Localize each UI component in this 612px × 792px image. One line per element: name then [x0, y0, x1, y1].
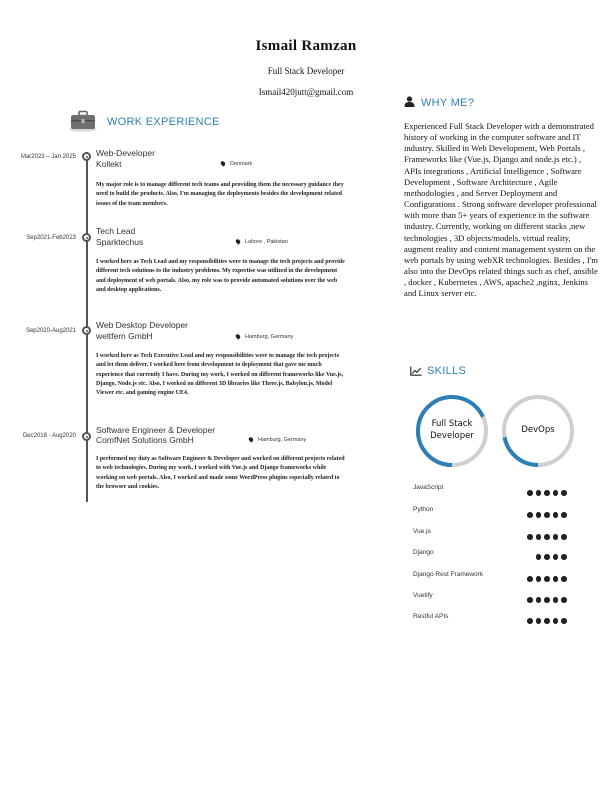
job-title: Web Desktop Developer: [96, 320, 188, 330]
briefcase-icon: [68, 110, 98, 132]
rating-dot: [536, 534, 542, 540]
skill-name: Django Rest Framework: [413, 571, 484, 578]
donut-label: DevOps: [521, 425, 555, 435]
rating-dot: [527, 554, 533, 560]
rating-dot: [544, 512, 550, 518]
rating-dot: [544, 618, 550, 624]
skill-name: Restful APIs: [413, 613, 449, 620]
rating-dot: [553, 512, 559, 518]
rating-dot: [553, 554, 559, 560]
why-me-heading: WHY ME?: [421, 97, 475, 109]
skill-rating: [527, 569, 577, 576]
rating-dot: [536, 597, 542, 603]
rating-dot: [536, 554, 542, 560]
skill-name: Vuetify: [413, 592, 433, 599]
skills-heading: SKILLS: [427, 365, 467, 377]
job-location: Denmark: [221, 161, 252, 167]
skill-name: JavaScript: [413, 484, 444, 491]
skill-rating: [527, 483, 577, 490]
rating-dot: [527, 576, 533, 582]
rating-dot: [561, 490, 567, 496]
rating-dot: [544, 554, 550, 560]
job-location: Lahore , Pakistan: [236, 239, 288, 245]
skill-name: Vue.js: [413, 528, 431, 535]
job-company: weltfern GmbH: [96, 331, 153, 341]
candidate-email[interactable]: Ismail420jutt@gmail.com: [258, 87, 354, 97]
rating-dot: [527, 534, 533, 540]
work-experience-heading: WORK EXPERIENCE: [107, 116, 220, 128]
rating-dot: [544, 597, 550, 603]
rating-dot: [536, 490, 542, 496]
rating-dot: [536, 576, 542, 582]
rating-dot: [553, 490, 559, 496]
rating-dot: [527, 618, 533, 624]
user-icon: [404, 96, 415, 107]
rating-dot: [527, 597, 533, 603]
rating-dot: [527, 512, 533, 518]
rating-dot: [536, 512, 542, 518]
job-location: Hamburg, Germany: [249, 437, 306, 443]
job-company: ComfNet Solutions GmbH: [96, 435, 194, 445]
job-date: Sep2021-Feb2023: [26, 235, 76, 241]
job-company: Kollekt: [96, 159, 122, 169]
line-chart-icon: [410, 366, 422, 376]
donut-label: Full Stack Developer: [430, 419, 474, 441]
rating-dot: [561, 554, 567, 560]
skill-rating: [527, 590, 577, 597]
job-location: Hamburg, Germany: [236, 334, 293, 340]
job-description: I worked here as Tech Executive Lead and my responsibilities were to manage the tech projects and let them deliver. I worked here from development to deployment that gave me much experience that currently I have. During my work, I worked on different frameworks like Vue.js, Django, Node.js etc. Also, I worked on different 3D libraries like Three.js, Babylon.js, Model Viewer etc. and gaming engine UE4.: [96, 353, 344, 397]
skill-rating: [527, 611, 577, 618]
rating-dot: [544, 576, 550, 582]
map-pin-icon: [235, 238, 241, 244]
rating-dot: [553, 534, 559, 540]
job-title: Software Engineer & Developer: [96, 425, 216, 435]
rating-dot: [544, 534, 550, 540]
map-pin-icon: [220, 160, 226, 166]
skill-rating: [527, 547, 577, 554]
candidate-role: Full Stack Developer: [267, 66, 345, 76]
map-pin-icon: [248, 436, 254, 442]
rating-dot: [561, 512, 567, 518]
timeline-dot: [82, 326, 91, 335]
timeline-dot: [82, 152, 91, 161]
candidate-name: Ismail Ramzan: [255, 38, 357, 54]
map-pin-icon: [235, 333, 241, 339]
rating-dot: [561, 618, 567, 624]
job-description: My major role is to manage different tech teams and providing them the necessary guidance they need to build the products. Also, I'm managing the deployments besides the development related issues of the team members.: [96, 182, 344, 207]
rating-dot: [561, 576, 567, 582]
skill-rating: [527, 505, 577, 512]
rating-dot: [536, 618, 542, 624]
skill-rating: [527, 527, 577, 534]
job-date: Sep2020-Aug2021: [25, 328, 76, 334]
rating-dot: [544, 490, 550, 496]
job-title: Web-Developer: [96, 148, 155, 158]
rating-dot: [561, 597, 567, 603]
rating-dot: [561, 534, 567, 540]
job-description: I worked here as Tech Lead and my responsibilities were to manage the tech projects and provide different tech solutions to the industry problems. My expertise was utilized in the development and deployment of web portals. Also, my role was to provide automated solutions over the web and desktop applications.: [96, 259, 345, 293]
job-company: Sparktechus: [96, 237, 144, 247]
why-me-text: Experienced Full Stack Developer with a demonstrated history of working in the computer software and IT industry. Skilled in Web Development, Web Portals , Frameworks like (Vue.js, Django and node.js etc.) , APIs integrations , Artificial Intelligence , Software Development , Software Architecture , Agile methodologies , and Server Deployment and Configurations . Strong software developer professional with more than 5+ years of experience in the software industry. Currently, working on different stacks ,new technologies , 3D objects/models, virtual reality, augment reality and content management system on the web portals by using webXR technologies. Besides , I'm also into the DevOps related things such as chef, ansible , docker , Kubernetes , AWS, apache2 ,nginx, Jenkins and Linux server etc.: [404, 121, 598, 299]
job-date: Mar2023 – Jan 2025: [20, 154, 76, 160]
timeline-dot: [82, 233, 91, 242]
job-date: Dec2018 - Aug2020: [22, 433, 76, 439]
rating-dot: [553, 576, 559, 582]
rating-dot: [527, 490, 533, 496]
job-title: Tech Lead: [96, 226, 136, 236]
rating-dot: [553, 618, 559, 624]
skill-name: Django: [413, 549, 434, 556]
rating-dot: [553, 597, 559, 603]
job-description: I performed my duty as Software Engineer & Developer and worked on different projects related to web technologies. During my work, I worked with Vue.js and Django frameworks while working on web portals. Also, I worked and made some WordPress plugins especially related to the browser and cookies.: [96, 456, 345, 490]
timeline-dot: [82, 432, 91, 441]
skill-name: Python: [413, 506, 434, 513]
